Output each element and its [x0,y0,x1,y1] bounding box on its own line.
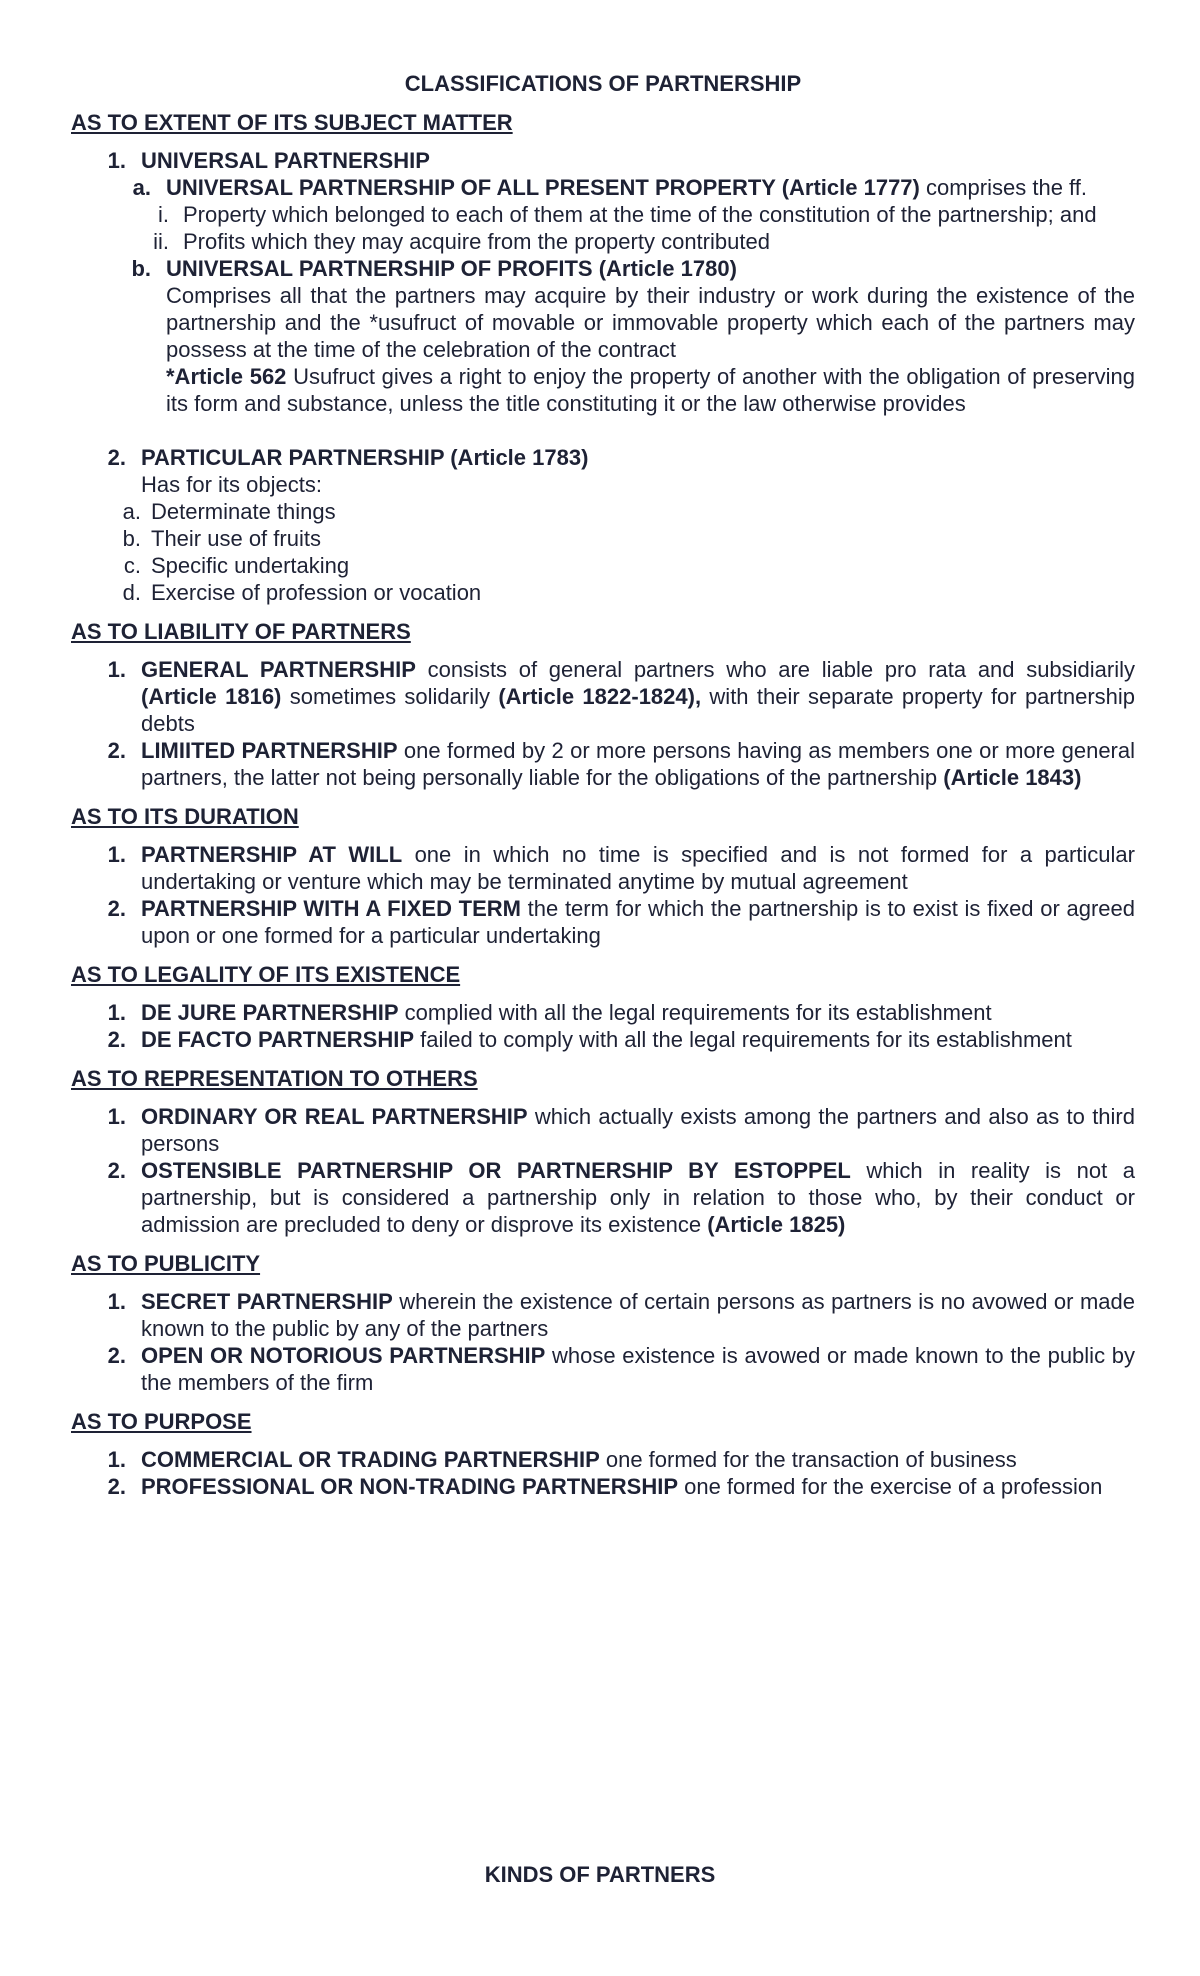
item-label: PARTICULAR PARTNERSHIP (Article 1783) [141,445,589,470]
object-item [71,525,1135,552]
item-number: 1. [107,1289,126,1314]
object-letter: a. [122,499,141,524]
item-label: DE JURE PARTNERSHIP [141,1000,399,1025]
item-intro: Has for its objects: [141,472,322,497]
object-item [71,579,1135,606]
item-text: Comprises all that the partners may acquire by their industry or work during the existence of the partnership and the *usufruct of movable or immovable property which each of the partners may possess at the time of the celebration of the contract [166,283,1135,362]
object-item [71,552,1135,579]
list-item-ostensible [71,1157,1135,1238]
item-label: UNIVERSAL PARTNERSHIP [141,148,430,173]
section-heading-subject-matter: AS TO EXTENT OF ITS SUBJECT MATTER [71,110,513,135]
item-letter: b. [131,256,151,281]
item-number: 1. [107,148,126,173]
item-number: 2. [107,1474,126,1499]
item-text: one formed for the exercise of a profession [678,1474,1103,1499]
item-label: SECRET PARTNERSHIP [141,1289,393,1314]
item-letter: a. [132,175,151,200]
note-label: *Article 562 [166,364,287,389]
list-item-partnership-at-will [71,841,1135,895]
list-item-universal-partnership [71,147,1135,174]
item-roman: i. [158,202,169,227]
section-heading-representation: AS TO REPRESENTATION TO OTHERS [71,1066,478,1091]
item-text: failed to comply with all the legal requirements for its establishment [414,1027,1072,1052]
next-section-title: KINDS OF PARTNERS [484,1862,716,1887]
object-letter: c. [123,553,141,578]
item-text: Profits which they may acquire from the property contributed [183,229,770,254]
list-item-secret [71,1288,1135,1342]
item-label: UNIVERSAL PARTNERSHIP OF ALL PRESENT PROPERTY (Article 1777) [166,175,920,200]
item-text: whose existence is avowed or made known to the public by the members of the firm [141,1343,1135,1395]
section-heading-duration: AS TO ITS DURATION [71,804,299,829]
item-label: UNIVERSAL PARTNERSHIP OF PROFITS (Article 1780) [166,256,737,281]
list-item-roman-i [71,201,1135,228]
item-label: LIMIITED PARTNERSHIP [141,738,398,763]
item-label: PARTNERSHIP WITH A FIXED TERM [141,896,521,921]
list-item-particular-partnership [71,444,1135,498]
item-number: 2. [107,1027,126,1052]
item-label: PARTNERSHIP AT WILL [141,842,403,867]
item-text: which in reality is not a partnership, but is considered a partnership only in relation to those who, by their conduct or admission are precluded to deny or disprove its existence [141,1158,1135,1237]
item-number: 1. [107,1104,126,1129]
item-number: 1. [107,1000,126,1025]
list-item-roman-ii [71,228,1135,255]
list-item-commercial [71,1446,1135,1473]
item-text: the term for which the partnership is to exist is fixed or agreed upon or one formed for a particular undertaking [141,896,1135,948]
list-item-limited-partnership: 2. LIMIITED PARTNERSHIP one formed by 2 or more persons having as members one or more general partners, the latter not being personally liable for the obligations of the partnership (Article 1843) [71,737,1135,791]
item-number: 2. [107,1158,126,1183]
item-label: COMMERCIAL OR TRADING PARTNERSHIP [141,1447,600,1472]
article-note [166,363,1135,417]
item-number: 2. [107,738,126,763]
item-number: 2. [107,445,126,470]
object-text: Specific undertaking [151,553,350,578]
item-text: wherein the existence of certain persons as partners is no avowed or made known to the public by any of the partners [141,1289,1135,1341]
list-item-universal-profits [71,255,1135,417]
list-item-fixed-term [71,895,1135,949]
article-ref: (Article 1843) [943,765,1082,790]
object-item [71,498,1135,525]
list-item-general-partnership: 1. GENERAL PARTNERSHIP consists of general partners who are liable pro rata and subsidiarily (Article 1816) sometimes solidarily (Article 1822-1824), with their separate property for partnership debts [71,656,1135,737]
item-text: one in which no time is specified and is not formed for a particular undertaking or venture which may be terminated anytime by mutual agreement [141,842,1135,894]
item-label: OSTENSIBLE PARTNERSHIP OR PARTNERSHIP BY ESTOPPEL [141,1158,851,1183]
object-text: Exercise of profession or vocation [151,580,482,605]
list-item-de-facto [71,1026,1135,1053]
item-roman: ii. [153,229,169,254]
article-ref: (Article 1825) [707,1212,846,1237]
item-number: 2. [107,896,126,921]
object-text: Their use of fruits [151,526,321,551]
item-text: comprises the ff. [919,175,1087,200]
section-heading-publicity: AS TO PUBLICITY [71,1251,261,1276]
item-number: 1. [107,657,126,682]
item-label: PROFESSIONAL OR NON-TRADING PARTNERSHIP [141,1474,678,1499]
item-label: ORDINARY OR REAL PARTNERSHIP [141,1104,528,1129]
list-item-professional [71,1473,1135,1500]
item-number: 1. [107,1447,126,1472]
object-letter: b. [122,526,141,551]
item-number: 1. [107,842,126,867]
list-item-de-jure [71,999,1135,1026]
item-text: complied with all the legal requirements for its establishment [398,1000,992,1025]
item-number: 2. [107,1343,126,1368]
object-letter: d. [122,580,141,605]
list-item-open-notorious [71,1342,1135,1396]
item-label: OPEN OR NOTORIOUS PARTNERSHIP [141,1343,546,1368]
section-heading-legality: AS TO LEGALITY OF ITS EXISTENCE [71,962,461,987]
item-text: which actually exists among the partners and also as to third persons [141,1104,1135,1156]
item-text: one formed for the transaction of business [599,1447,1017,1472]
document-title: CLASSIFICATIONS OF PARTNERSHIP [404,71,802,96]
list-item-all-present-property [71,174,1135,201]
item-text: Property which belonged to each of them at the time of the constitution of the partnership; and [183,202,1097,227]
note-text: Usufruct gives a right to enjoy the property of another with the obligation of preserving its form and substance, unless the title constituting it or the law otherwise provides [166,364,1135,416]
section-heading-purpose: AS TO PURPOSE [71,1409,252,1434]
article-ref: (Article 1822-1824), [498,684,702,709]
list-item-ordinary-real [71,1103,1135,1157]
item-label: DE FACTO PARTNERSHIP [141,1027,414,1052]
object-text: Determinate things [151,499,336,524]
section-heading-liability: AS TO LIABILITY OF PARTNERS [71,619,411,644]
article-ref: (Article 1816) [141,684,282,709]
document-body [71,70,1135,1500]
item-label: GENERAL PARTNERSHIP [141,657,416,682]
